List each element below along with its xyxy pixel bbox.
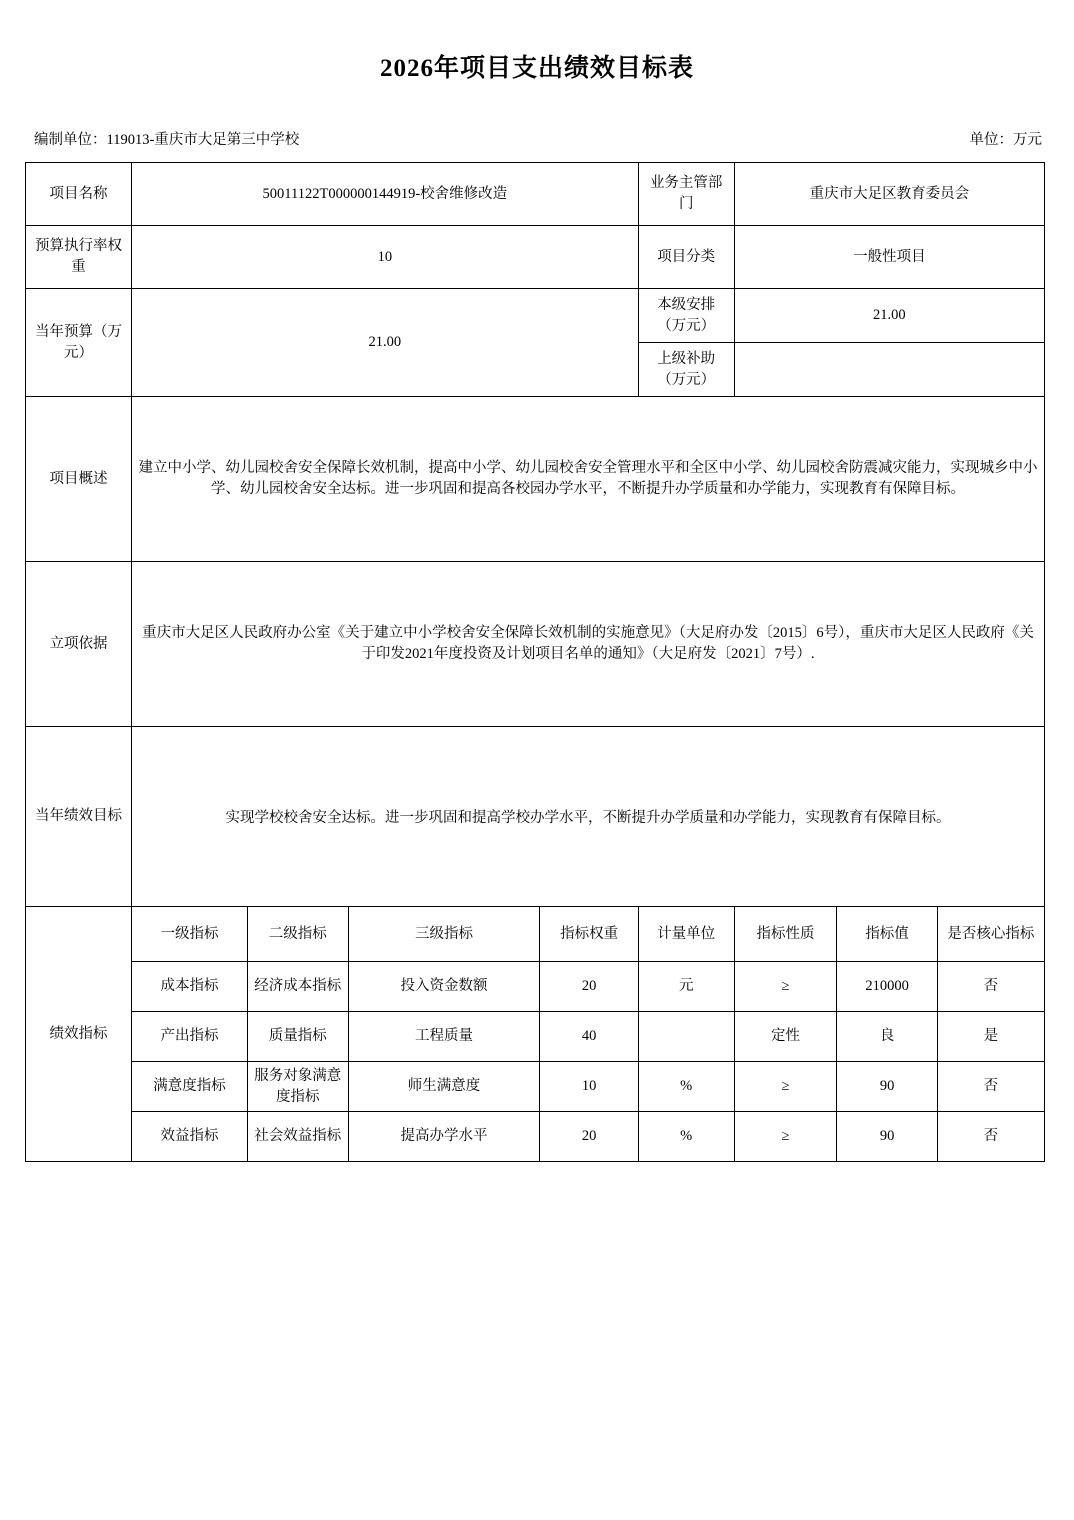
project-name-label: 项目名称 bbox=[26, 163, 132, 226]
indicator-header-level3: 三级指标 bbox=[348, 907, 540, 962]
indicator-weight: 20 bbox=[540, 1112, 638, 1162]
indicator-level3: 投入资金数额 bbox=[348, 962, 540, 1012]
indicator-nature: ≥ bbox=[734, 1062, 837, 1112]
annual-goal-label: 当年绩效目标 bbox=[26, 727, 132, 907]
indicator-nature: ≥ bbox=[734, 962, 837, 1012]
table-row bbox=[26, 1112, 1045, 1162]
table-row-basis bbox=[26, 562, 1045, 727]
table-row-local-arrangement bbox=[26, 289, 1045, 343]
page-title: 2026年项目支出绩效目标表 bbox=[379, 55, 694, 82]
project-overview-text: 建立中小学、幼儿园校舍安全保障长效机制，提高中小学、幼儿园校舍安全管理水平和全区中小学、幼儿园校舍防震减灾能力，实现城乡中小学、幼儿园校舍安全达标。进一步巩固和提高各校园办学水平，不断提升办学质量和办学能力，实现教育有保障目标。 bbox=[132, 397, 1045, 562]
indicator-level3: 工程质量 bbox=[348, 1012, 540, 1062]
indicator-level2: 社会效益指标 bbox=[248, 1112, 348, 1162]
indicators-header-row bbox=[26, 907, 1045, 962]
table-row bbox=[26, 962, 1045, 1012]
indicator-header-core: 是否核心指标 bbox=[937, 907, 1044, 962]
indicator-weight: 40 bbox=[540, 1012, 638, 1062]
prepared-by bbox=[34, 128, 299, 149]
indicator-level3: 师生满意度 bbox=[348, 1062, 540, 1112]
upper-subsidy-label: 上级补助（万元） bbox=[638, 343, 734, 397]
indicator-header-level1: 一级指标 bbox=[132, 907, 248, 962]
indicator-nature: ≥ bbox=[734, 1112, 837, 1162]
supervisor-value: 重庆市大足区教育委员会 bbox=[734, 163, 1044, 226]
indicator-value: 90 bbox=[837, 1062, 937, 1112]
indicator-value: 良 bbox=[837, 1012, 937, 1062]
exec-rate-weight-label: 预算执行率权重 bbox=[26, 226, 132, 289]
indicator-weight: 10 bbox=[540, 1062, 638, 1112]
indicator-value: 90 bbox=[837, 1112, 937, 1162]
indicator-header-value: 指标值 bbox=[837, 907, 937, 962]
indicator-level2: 服务对象满意度指标 bbox=[248, 1062, 348, 1112]
indicator-unit: 元 bbox=[638, 962, 734, 1012]
table-row-execution-rate-weight bbox=[26, 226, 1045, 289]
indicator-core: 否 bbox=[937, 1062, 1044, 1112]
indicator-unit bbox=[638, 1012, 734, 1062]
indicator-unit: % bbox=[638, 1062, 734, 1112]
annual-budget-value: 21.00 bbox=[132, 289, 639, 397]
upper-subsidy-value bbox=[734, 343, 1044, 397]
category-label: 项目分类 bbox=[638, 226, 734, 289]
indicator-level1: 效益指标 bbox=[132, 1112, 248, 1162]
indicator-header-weight: 指标权重 bbox=[540, 907, 638, 962]
indicator-header-unit: 计量单位 bbox=[638, 907, 734, 962]
supervisor-label: 业务主管部门 bbox=[638, 163, 734, 226]
indicator-nature: 定性 bbox=[734, 1012, 837, 1062]
category-value: 一般性项目 bbox=[734, 226, 1044, 289]
indicator-header-level2: 二级指标 bbox=[248, 907, 348, 962]
basis-label: 立项依据 bbox=[26, 562, 132, 727]
indicator-weight: 20 bbox=[540, 962, 638, 1012]
indicators-section-label: 绩效指标 bbox=[26, 907, 132, 1162]
prepared-by-value: 119013-重庆市大足第三中学校 bbox=[106, 132, 300, 148]
annual-goal-text: 实现学校校舍安全达标。进一步巩固和提高学校办学水平，不断提升办学质量和办学能力，实现教育有保障目标。 bbox=[132, 727, 1045, 907]
indicator-level1: 成本指标 bbox=[132, 962, 248, 1012]
indicator-core: 是 bbox=[937, 1012, 1044, 1062]
local-arrangement-value: 21.00 bbox=[734, 289, 1044, 343]
unit-note: 单位：万元 bbox=[969, 132, 1042, 148]
project-name-value: 50011122T000000144919-校舍维修改造 bbox=[132, 163, 639, 226]
table-row-project-name bbox=[26, 163, 1045, 226]
table-row-annual-goal bbox=[26, 727, 1045, 907]
indicator-level2: 经济成本指标 bbox=[248, 962, 348, 1012]
indicator-core: 否 bbox=[937, 962, 1044, 1012]
indicator-level3: 提高办学水平 bbox=[348, 1112, 540, 1162]
table-row bbox=[26, 1012, 1045, 1062]
table-row-project-overview bbox=[26, 397, 1045, 562]
indicator-value: 210000 bbox=[837, 962, 937, 1012]
indicator-level1: 产出指标 bbox=[132, 1012, 248, 1062]
indicator-core: 否 bbox=[937, 1112, 1044, 1162]
exec-rate-weight-value: 10 bbox=[132, 226, 639, 289]
document-meta bbox=[25, 128, 1049, 149]
indicator-level2: 质量指标 bbox=[248, 1012, 348, 1062]
project-overview-label: 项目概述 bbox=[26, 397, 132, 562]
table-row bbox=[26, 1062, 1045, 1112]
local-arrangement-label: 本级安排（万元） bbox=[638, 289, 734, 343]
indicator-header-nature: 指标性质 bbox=[734, 907, 837, 962]
indicator-level1: 满意度指标 bbox=[132, 1062, 248, 1112]
performance-target-table bbox=[25, 162, 1045, 1162]
prepared-by-label: 编制单位： bbox=[34, 132, 107, 148]
annual-budget-label: 当年预算（万元） bbox=[26, 289, 132, 397]
basis-text: 重庆市大足区人民政府办公室《关于建立中小学校舍安全保障长效机制的实施意见》（大足府办发〔2015〕6号），重庆市大足区人民政府《关于印发2021年度投资及计划项目名单的通知》（大足府发〔2021〕7号）. bbox=[132, 562, 1045, 727]
indicator-unit: % bbox=[638, 1112, 734, 1162]
